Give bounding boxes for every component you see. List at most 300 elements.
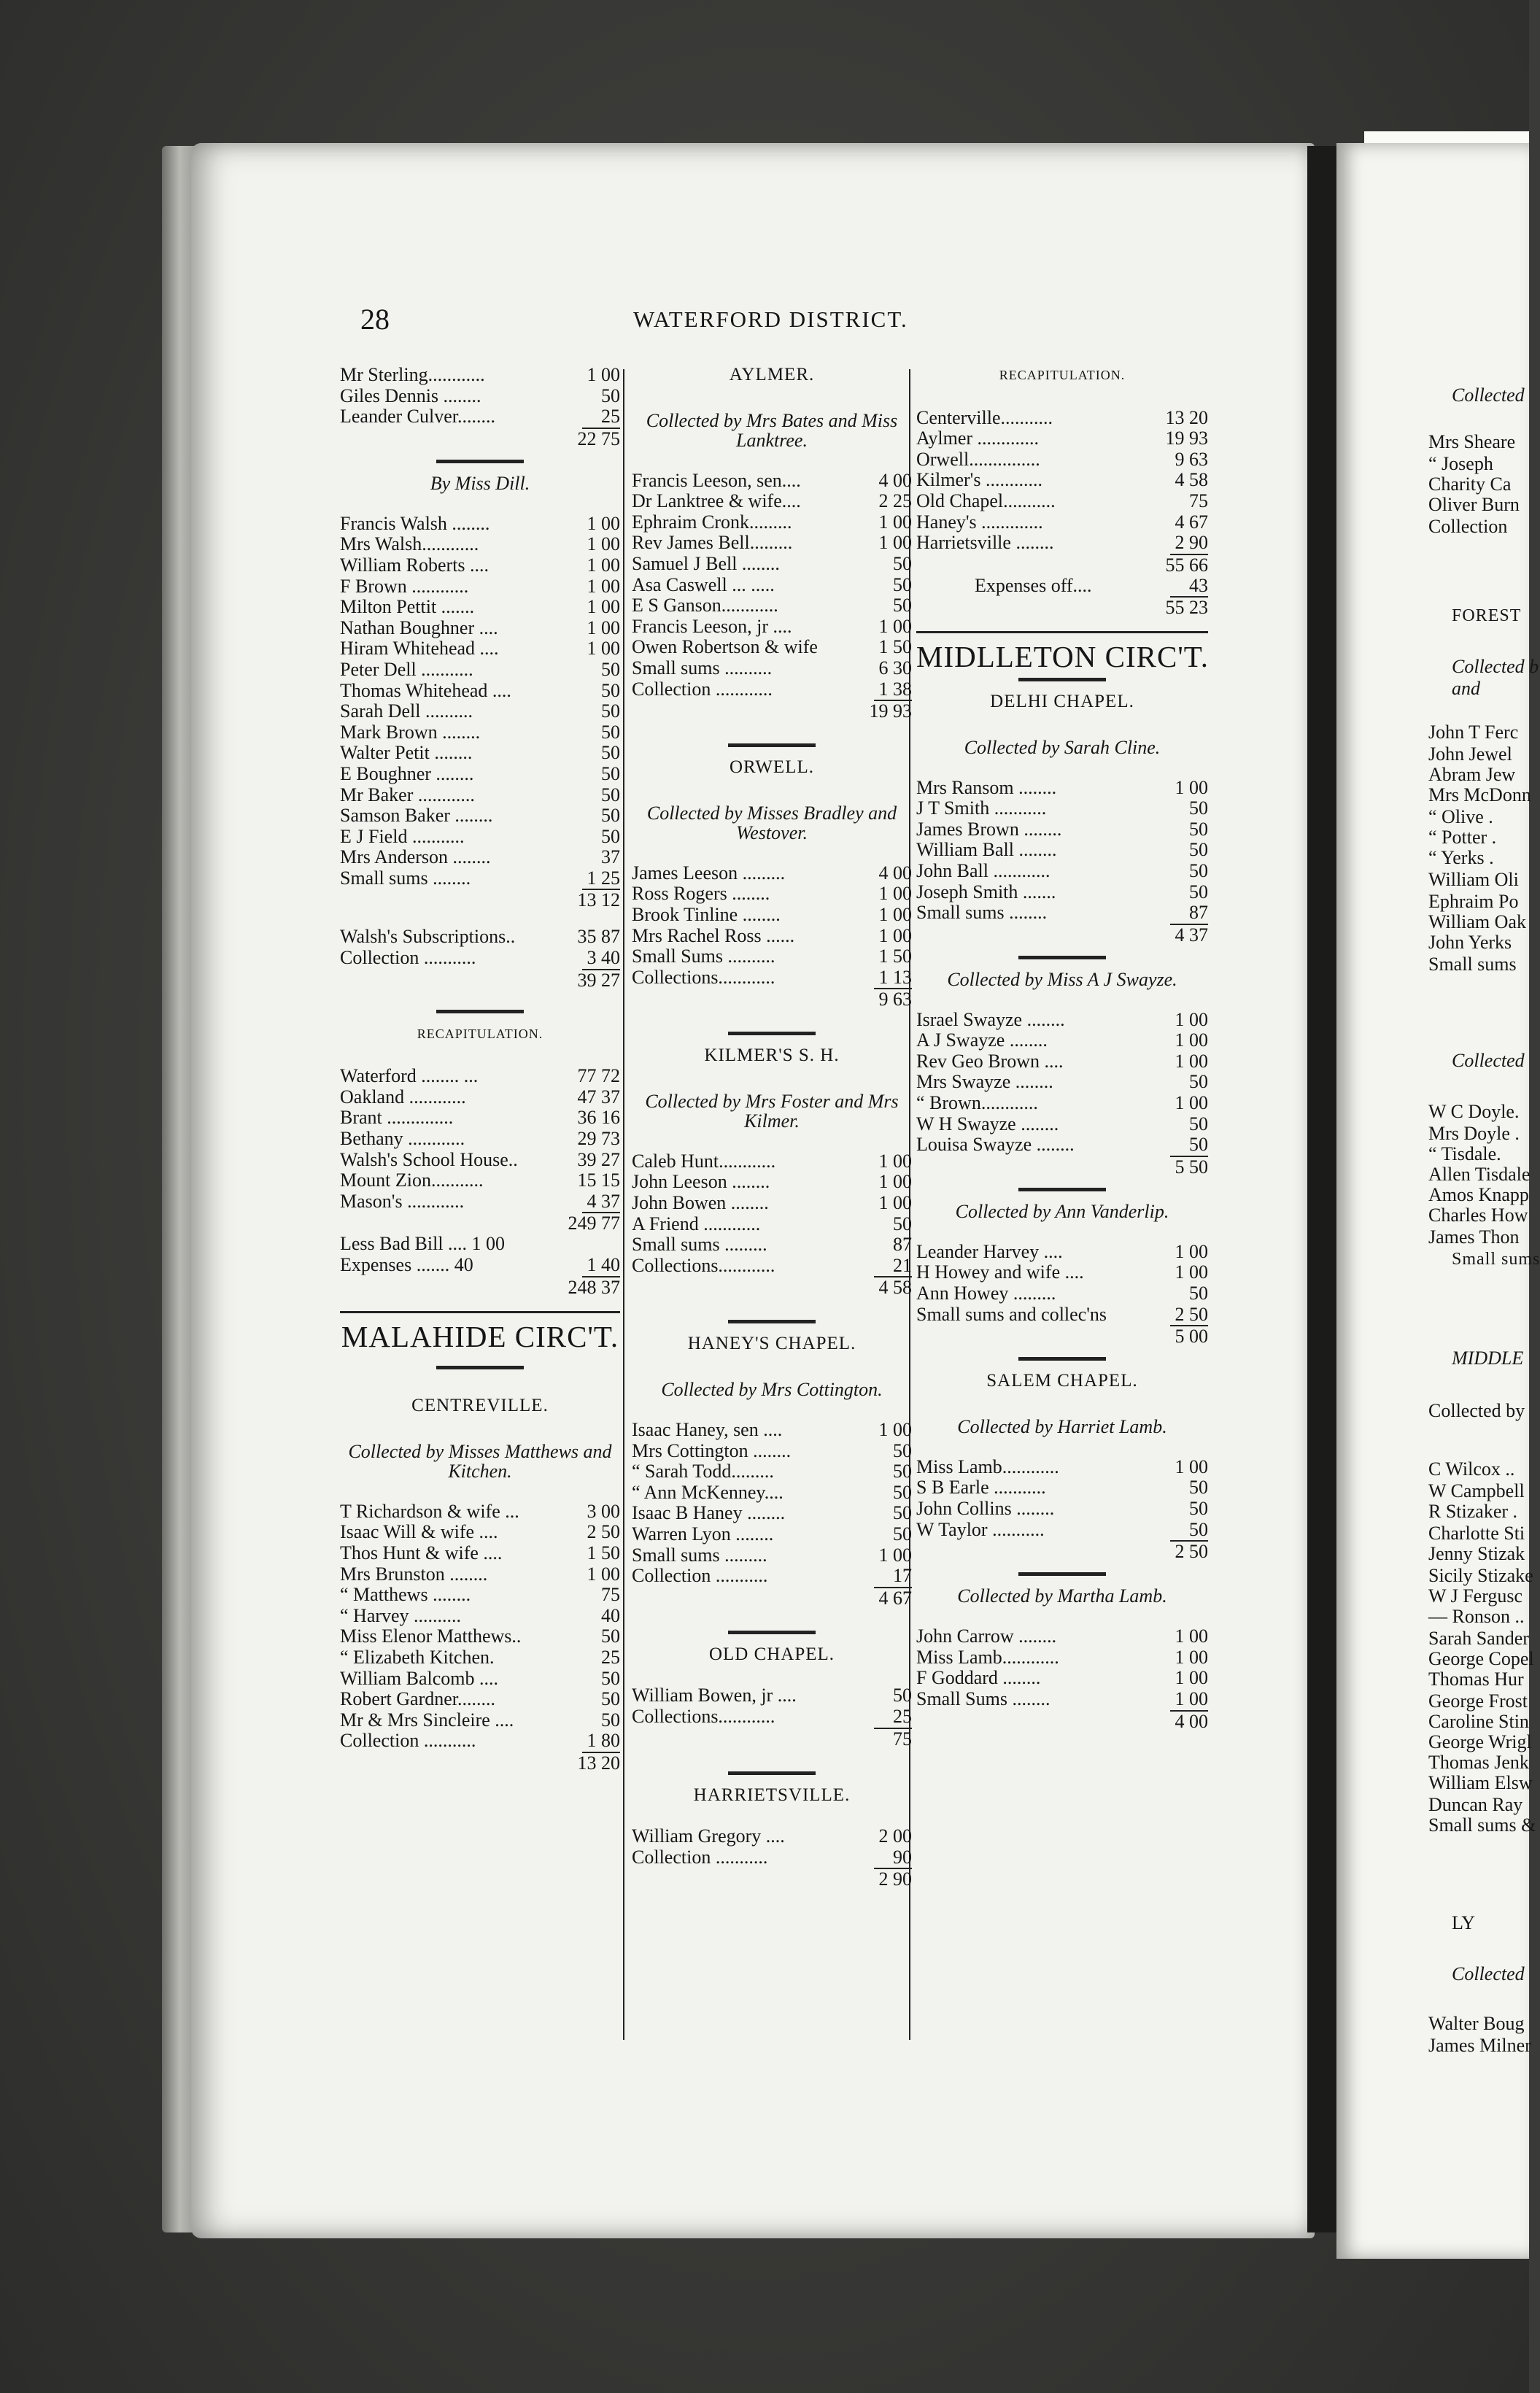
- ledger-name: W H Swayze ........: [916, 1113, 1059, 1134]
- facing-page-line: George Frost: [1428, 1690, 1528, 1712]
- net-total: 55 23: [1165, 597, 1208, 619]
- ledger-row: [340, 743, 620, 764]
- facing-page-line: Collected: [1452, 1963, 1525, 1984]
- subtotal: 4 58: [632, 1276, 912, 1298]
- ledger-row: [340, 827, 620, 848]
- ledger-amount: 50: [893, 573, 912, 595]
- ledger-name: “ Sarah Todd.........: [632, 1461, 774, 1482]
- ledger-amount: 87: [1189, 902, 1208, 924]
- ledger-name: S B Earle ...........: [916, 1477, 1046, 1499]
- column-3: [916, 365, 1208, 1732]
- ledger-amount: 1 00: [878, 883, 912, 905]
- ledger-amount: 15 15: [577, 1170, 620, 1191]
- ledger-row: [632, 1566, 912, 1587]
- ledger-name: Rev James Bell.........: [632, 532, 793, 554]
- ledger-row: [632, 1151, 912, 1172]
- ledger-amount: 2 00: [878, 1825, 912, 1847]
- ledger-amount: 75: [1189, 490, 1208, 511]
- ledger-name: Thomas Whitehead ....: [340, 679, 511, 701]
- ledger-name: Collections............: [632, 1705, 775, 1727]
- entries-swayze: [916, 1010, 1208, 1156]
- ledger-row: [340, 785, 620, 806]
- ledger-amount: 1 00: [1175, 1625, 1208, 1647]
- ledger-amount: 1 00: [878, 1419, 912, 1441]
- chapel-heading: HARRIETSVILLE.: [693, 1785, 851, 1805]
- ledger-name: Mr Baker ............: [340, 784, 475, 805]
- subtotal: 22 75: [577, 428, 620, 449]
- less-bad-bill: Less Bad Bill .... 1 00: [340, 1233, 506, 1255]
- ledger-amount: 1 50: [587, 1542, 620, 1563]
- entries-subscriptions: [340, 927, 620, 968]
- ledger-name: “ Elizabeth Kitchen.: [340, 1646, 495, 1668]
- ledger-name: Mr & Mrs Sincleire ....: [340, 1709, 514, 1731]
- facing-page-line: Mrs Doyle .: [1428, 1123, 1520, 1144]
- ledger-name: Walsh's Subscriptions..: [340, 926, 516, 948]
- ledger-amount: 50: [1189, 818, 1208, 840]
- ledger-name: William Roberts ....: [340, 554, 490, 576]
- subtotal: 2 90: [632, 1868, 912, 1890]
- ledger-name: John Leeson ........: [632, 1171, 770, 1193]
- ledger-row: [340, 868, 620, 889]
- ledger-name: Old Chapel...........: [916, 490, 1056, 511]
- ledger-amount: 1 00: [587, 616, 620, 638]
- ledger-row: [632, 575, 912, 596]
- subtotal: 75: [632, 1728, 912, 1750]
- ledger-row: [340, 927, 620, 948]
- subtotal: 5 50: [916, 1156, 1208, 1178]
- ledger-row: [340, 948, 620, 969]
- ledger-amount: 77 72: [577, 1065, 620, 1087]
- running-title: WATERFORD DISTRICT.: [633, 306, 908, 332]
- ledger-name: Ephraim Cronk.........: [632, 511, 792, 533]
- circuit-rule: [340, 1311, 620, 1313]
- ledger-amount: 1 00: [1175, 1008, 1208, 1030]
- ledger-amount: 50: [1189, 1071, 1208, 1093]
- ledger-amount: 50: [601, 805, 620, 827]
- ledger-row: [340, 638, 620, 660]
- ledger-row: [340, 847, 620, 868]
- ledger-amount: 50: [601, 742, 620, 764]
- ledger-amount: 37: [601, 846, 620, 868]
- ledger-name: Small sums ..........: [632, 657, 773, 679]
- ledger-row: [632, 1706, 912, 1728]
- ledger-amount: 1 00: [878, 1192, 912, 1214]
- facing-page-line: Charity Ca: [1428, 473, 1512, 495]
- facing-page-line: Collected b: [1452, 656, 1539, 677]
- ledger-amount: 1 00: [1175, 1050, 1208, 1072]
- ledger-row: [916, 408, 1208, 429]
- ledger-row: [340, 1501, 620, 1523]
- ledger-row: [340, 1564, 620, 1585]
- ledger-amount: 25: [893, 1705, 912, 1727]
- ledger-name: Miss Elenor Matthews..: [340, 1625, 522, 1647]
- ledger-row: [916, 470, 1208, 491]
- ledger-row: [340, 618, 620, 639]
- chapel-heading: ORWELL.: [729, 757, 814, 778]
- facing-page-line: Walter Boug: [1428, 2013, 1525, 2034]
- ledger-row: [916, 882, 1208, 903]
- ledger-row: [632, 1826, 912, 1847]
- ledger-name: Ann Howey .........: [916, 1283, 1056, 1304]
- facing-page-line: Charles How: [1428, 1205, 1528, 1226]
- ledger-amount: 4 37: [587, 1190, 620, 1212]
- circuit-rule: [916, 631, 1208, 633]
- collector-heading: By Miss Dill.: [430, 472, 530, 494]
- ledger-name: Warren Lyon ........: [632, 1523, 774, 1545]
- ledger-row: [632, 1193, 912, 1214]
- facing-page-line: Sicily Stizake: [1428, 1565, 1533, 1586]
- ledger-name: Small sums .........: [632, 1234, 767, 1256]
- ledger-amount: 1 00: [587, 638, 620, 660]
- ledger-amount: 50: [893, 1213, 912, 1234]
- ledger-amount: 50: [893, 1523, 912, 1545]
- ledger-name: Collection ............: [632, 678, 773, 700]
- ledger-row: [916, 1689, 1208, 1710]
- ledger-amount: 1 00: [587, 554, 620, 576]
- ledger-row: [632, 1524, 912, 1545]
- chapel-heading: SALEM CHAPEL.: [986, 1371, 1138, 1391]
- ledger-amount: 50: [1189, 839, 1208, 861]
- ledger-row: [340, 406, 620, 428]
- chapel-heading: DELHI CHAPEL.: [990, 691, 1134, 711]
- page-number: 28: [360, 303, 390, 336]
- facing-page-line: R Stizaker .: [1428, 1501, 1518, 1522]
- section-rule: [1018, 678, 1106, 681]
- chapel-heading: KILMER'S S. H.: [704, 1045, 840, 1066]
- facing-page-line: John Yerks: [1428, 932, 1512, 953]
- ledger-row: [632, 595, 912, 616]
- ledger-row: [916, 861, 1208, 882]
- ledger-amount: 1 80: [587, 1730, 620, 1752]
- ledger-name: Small Sums ........: [916, 1688, 1050, 1709]
- ledger-name: A J Swayze ........: [916, 1029, 1048, 1051]
- ledger-amount: 13 20: [1165, 406, 1208, 428]
- ledger-row: [632, 1847, 912, 1868]
- collector-heading: Collected by Miss A J Swayze.: [947, 968, 1177, 990]
- ledger-name: E Boughner ........: [340, 762, 474, 784]
- ledger-amount: 1 00: [878, 1171, 912, 1193]
- ledger-row: [916, 1093, 1208, 1114]
- ledger-amount: 1 00: [587, 575, 620, 597]
- facing-page-line: William Oak: [1428, 911, 1526, 932]
- ledger-name: Mark Brown ........: [340, 721, 481, 743]
- ledger-name: Orwell...............: [916, 448, 1040, 470]
- ledger-name: Collection ...........: [632, 1846, 768, 1868]
- ledger-amount: 50: [601, 784, 620, 805]
- chapel-heading: OLD CHAPEL.: [708, 1644, 835, 1664]
- facing-page-line: W J Fergusc: [1428, 1585, 1523, 1607]
- entries-aylmer: [632, 471, 912, 700]
- facing-page-line: W Campbell: [1428, 1480, 1525, 1501]
- facing-page-line: Sarah Sander: [1428, 1628, 1529, 1649]
- recap-heading: RECAPITULATION.: [999, 368, 1126, 382]
- chapel-heading: CENTREVILLE.: [411, 1396, 549, 1416]
- facing-page-line: MIDDLE: [1452, 1348, 1524, 1369]
- ledger-name: Francis Leeson, jr ....: [632, 615, 792, 637]
- ledger-row: [340, 1170, 620, 1191]
- ledger-name: Robert Gardner........: [340, 1688, 496, 1710]
- ledger-row: [632, 1172, 912, 1193]
- ledger-name: T Richardson & wife ...: [340, 1500, 519, 1522]
- ledger-row: [916, 449, 1208, 471]
- facing-page-line: George Copel: [1428, 1648, 1534, 1669]
- ledger-name: Peter Dell ...........: [340, 658, 473, 680]
- facing-page-line: George Wrigl: [1428, 1731, 1532, 1752]
- section-rule: [728, 1771, 816, 1775]
- ledger-name: Waterford ........ ...: [340, 1065, 479, 1087]
- facing-page-line: John Jewel: [1428, 743, 1512, 765]
- ledger-amount: 50: [601, 762, 620, 784]
- ledger-name: Small sums and collec'ns: [916, 1303, 1107, 1325]
- ledger-name: Owen Robertson & wife: [632, 636, 818, 658]
- ledger-name: Mount Zion...........: [340, 1170, 484, 1191]
- ledger-row: [340, 1710, 620, 1731]
- ledger-amount: 3 40: [587, 947, 620, 969]
- ledger-row: [340, 1606, 620, 1627]
- ledger-row: [916, 1457, 1208, 1478]
- ledger-name: “ Matthews ........: [340, 1584, 471, 1606]
- entries-old-chapel: [632, 1685, 912, 1727]
- ledger-row: [632, 1482, 912, 1504]
- circuit-title: MALAHIDE CIRC'T.: [341, 1319, 619, 1353]
- chapel-heading: HANEY'S CHAPEL.: [687, 1334, 856, 1354]
- facing-page-line: Small sums: [1452, 1250, 1540, 1269]
- section-rule: [728, 1631, 816, 1634]
- collector-heading: Collected by Mrs Cottington.: [661, 1379, 883, 1401]
- subtotal: 19 93: [869, 700, 912, 722]
- ledger-amount: 50: [601, 1667, 620, 1689]
- facing-page-line: — Ronson ..: [1428, 1606, 1525, 1627]
- collector-heading: Collected by Mrs Bates and Miss Lanktree.: [646, 409, 898, 451]
- ledger-amount: 50: [601, 1709, 620, 1731]
- ledger-row: [340, 386, 620, 407]
- facing-page-line: and: [1452, 678, 1480, 699]
- section-rule: [436, 1366, 524, 1369]
- ledger-row: [916, 1304, 1208, 1326]
- ledger-row: [916, 778, 1208, 799]
- ledger-name: James Brown ........: [916, 818, 1062, 840]
- ledger-name: Miss Lamb............: [916, 1646, 1059, 1668]
- ledger-amount: 50: [893, 552, 912, 574]
- ledger-amount: 50: [1189, 1518, 1208, 1540]
- ledger-row: [340, 1543, 620, 1564]
- ledger-name: “ Brown............: [916, 1092, 1038, 1114]
- ledger-amount: 1 00: [1175, 1667, 1208, 1689]
- ledger-name: Mrs Brunston ........: [340, 1563, 488, 1585]
- section-rule: [1018, 1188, 1106, 1191]
- ledger-amount: 6 30: [878, 657, 912, 679]
- ledger-name: Oakland ............: [340, 1086, 466, 1107]
- facing-page-line: Charlotte Sti: [1428, 1523, 1525, 1544]
- ledger-amount: 1 00: [1175, 1029, 1208, 1051]
- collector-heading: Collected by Sarah Cline.: [964, 736, 1161, 758]
- recap-total: 249 77: [568, 1213, 620, 1234]
- ledger-amount: 1 50: [878, 636, 912, 658]
- ledger-row: [916, 1283, 1208, 1304]
- ledger-row: [632, 658, 912, 679]
- facing-page-line: William Oli: [1428, 869, 1519, 890]
- ledger-amount: 50: [601, 384, 620, 406]
- ledger-name: Collection ...........: [340, 947, 476, 969]
- ledger-row: [916, 1051, 1208, 1072]
- ledger-name: John Bowen ........: [632, 1192, 769, 1214]
- ledger-name: F Brown ............: [340, 575, 469, 597]
- ledger-amount: 1 00: [587, 1563, 620, 1585]
- ledger-amount: 50: [601, 679, 620, 701]
- ledger-row: [340, 1107, 620, 1129]
- ledger-amount: 1 00: [587, 364, 620, 385]
- facing-page-line: James Milner: [1428, 2035, 1531, 2056]
- ledger-row: [916, 512, 1208, 533]
- ledger-name: Walter Petit ........: [340, 742, 473, 764]
- ledger-amount: 50: [893, 1502, 912, 1524]
- ledger-row: [340, 597, 620, 618]
- ledger-name: Isaac Haney, sen ....: [632, 1419, 783, 1441]
- recap-entries: [340, 1066, 620, 1212]
- recap-entries: [916, 408, 1208, 554]
- ledger-amount: 50: [601, 721, 620, 743]
- ledger-amount: 4 00: [878, 862, 912, 884]
- facing-page-line: Allen Tisdale: [1428, 1164, 1531, 1185]
- ledger-name: William Bowen, jr ....: [632, 1685, 797, 1706]
- ledger-amount: 50: [893, 1481, 912, 1503]
- ledger-amount: 50: [1189, 881, 1208, 902]
- ledger-amount: 1 00: [1175, 1646, 1208, 1668]
- ledger-amount: 36 16: [577, 1107, 620, 1129]
- chapel-heading: AYLMER.: [729, 365, 815, 384]
- ledger-row: [632, 491, 912, 512]
- ledger-amount: 1 50: [878, 946, 912, 967]
- ledger-name: Isaac Will & wife ....: [340, 1521, 498, 1543]
- section-rule: [1018, 1572, 1106, 1576]
- subtotal: 4 37: [916, 924, 1208, 946]
- collector-heading: Collected by Martha Lamb.: [957, 1585, 1167, 1607]
- ledger-name: Hiram Whitehead ....: [340, 638, 499, 660]
- book-gutter: [1307, 146, 1336, 2232]
- ledger-row: [632, 1461, 912, 1482]
- ledger-amount: 50: [1189, 1283, 1208, 1304]
- ledger-amount: 1 00: [587, 512, 620, 534]
- ledger-row: [340, 1066, 620, 1087]
- entries-vanderlip: [916, 1242, 1208, 1325]
- ledger-amount: 50: [1189, 797, 1208, 819]
- ledger-amount: 1 00: [878, 511, 912, 533]
- ledger-row: [916, 1499, 1208, 1520]
- facing-page-line: Collected: [1452, 1050, 1525, 1071]
- ledger-row: [916, 1030, 1208, 1051]
- ledger-name: Leander Harvey ....: [916, 1240, 1063, 1262]
- facing-page-line: Oliver Burn: [1428, 494, 1520, 515]
- ledger-amount: 50: [601, 825, 620, 847]
- circuit-title: MIDLLETON CIRC'T.: [916, 640, 1209, 674]
- ledger-row: [916, 533, 1208, 554]
- facing-page-line: Small sums &: [1428, 1814, 1536, 1836]
- ledger-amount: 1 00: [1175, 776, 1208, 798]
- ledger-row: [916, 1072, 1208, 1093]
- ledger-row: [340, 555, 620, 576]
- ledger-row: [340, 1087, 620, 1108]
- ledger-row: [916, 798, 1208, 819]
- entries-top: [340, 365, 620, 428]
- ledger-row: [340, 660, 620, 681]
- ledger-name: Small sums .........: [632, 1544, 767, 1566]
- ledger-row: [632, 926, 912, 947]
- ledger-row: [340, 805, 620, 827]
- ledger-row: [340, 1522, 620, 1543]
- ledger-name: Joseph Smith .......: [916, 881, 1056, 902]
- ledger-row: [632, 1503, 912, 1524]
- ledger-row: [916, 1647, 1208, 1669]
- ledger-row: [632, 1441, 912, 1462]
- ledger-name: Miss Lamb............: [916, 1455, 1059, 1477]
- ledger-name: Aylmer .............: [916, 428, 1040, 449]
- ledger-amount: 1 13: [878, 966, 912, 988]
- ledger-name: James Leeson .........: [632, 862, 786, 884]
- ledger-row: [340, 764, 620, 785]
- ledger-row: [916, 1477, 1208, 1499]
- ledger-amount: 4 67: [1175, 511, 1208, 533]
- ledger-row: [340, 1191, 620, 1213]
- entries-haneys: [632, 1420, 912, 1587]
- ledger-row: [340, 701, 620, 722]
- ledger-amount: 2 90: [1175, 532, 1208, 554]
- ledger-amount: 1 38: [878, 678, 912, 700]
- ledger-name: Mrs Walsh............: [340, 533, 479, 555]
- entries-centreville: [340, 1501, 620, 1752]
- section-rule: [436, 460, 524, 463]
- ledger-name: H Howey and wife ....: [916, 1261, 1084, 1283]
- ledger-row: [916, 1114, 1208, 1135]
- ledger-row: [340, 1129, 620, 1150]
- collector-heading: Collected by Mrs Foster and Mrs Kilmer.: [645, 1090, 899, 1132]
- ledger-row: [916, 902, 1208, 924]
- ledger-row: [916, 1520, 1208, 1541]
- ledger-row: [632, 967, 912, 989]
- ledger-name: Centerville...........: [916, 406, 1053, 428]
- ledger-row: [632, 1256, 912, 1277]
- facing-page-line: Mrs Sheare: [1428, 431, 1516, 452]
- ledger-name: Mrs Cottington ........: [632, 1439, 792, 1461]
- net-total: 248 37: [568, 1276, 620, 1298]
- ledger-row: [340, 1647, 620, 1669]
- ledger-amount: 50: [601, 658, 620, 680]
- facing-page-line: Thomas Hur: [1428, 1669, 1524, 1690]
- facing-page-line: Mrs McDonn: [1428, 784, 1531, 805]
- ledger-amount: 2 25: [878, 490, 912, 512]
- ledger-amount: 50: [1189, 1134, 1208, 1156]
- ledger-amount: 1 00: [878, 903, 912, 925]
- section-rule: [728, 743, 816, 747]
- facing-page-line: William Elsw: [1428, 1772, 1533, 1793]
- ledger-amount: 90: [893, 1846, 912, 1868]
- ledger-name: John Collins ........: [916, 1498, 1055, 1519]
- ledger-amount: 4 00: [878, 469, 912, 491]
- ledger-name: “ Harvey ..........: [340, 1604, 462, 1626]
- subtotal: 4 67: [632, 1587, 912, 1609]
- ledger-amount: 50: [601, 700, 620, 722]
- ledger-name: J T Smith ...........: [916, 797, 1047, 819]
- ledger-name: Mr Sterling............: [340, 364, 485, 385]
- ledger-name: Small Sums ..........: [632, 946, 775, 967]
- ledger-amount: 47 37: [577, 1086, 620, 1107]
- ledger-amount: 50: [601, 1688, 620, 1710]
- ledger-name: Mason's ............: [340, 1190, 465, 1212]
- ledger-row: [632, 616, 912, 638]
- ledger-name: Samson Baker ........: [340, 805, 493, 827]
- ledger-name: Rev Geo Brown ....: [916, 1050, 1064, 1072]
- ledger-amount: 1 00: [1175, 1688, 1208, 1709]
- ledger-name: Walsh's School House..: [340, 1148, 518, 1170]
